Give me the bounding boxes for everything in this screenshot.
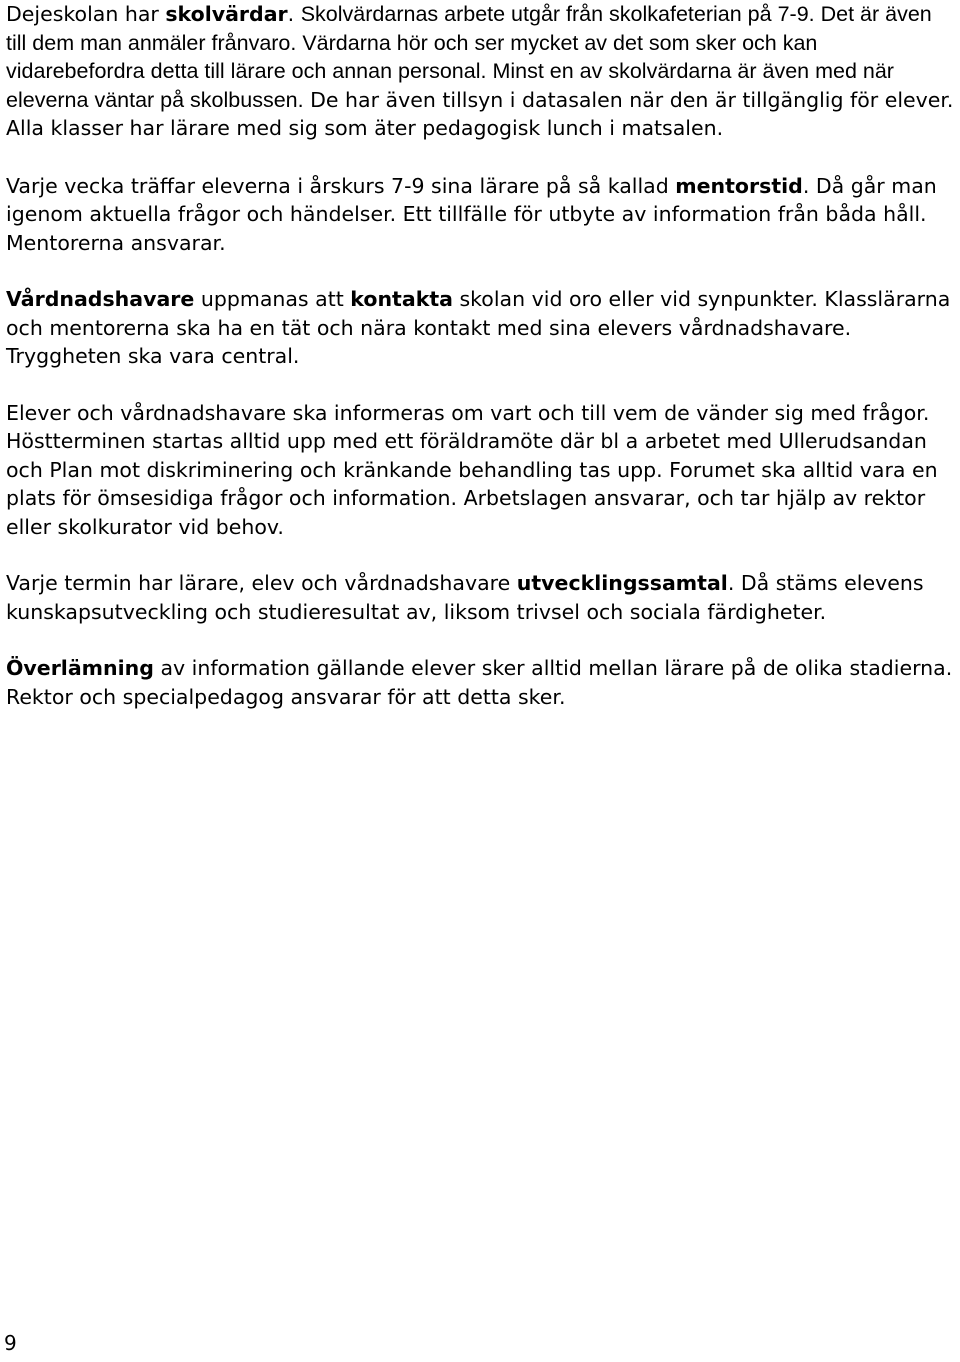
paragraph-overlamning (6, 654, 956, 711)
paragraph-utvecklingssamtal (6, 569, 956, 626)
text-segment: av information gällande elever sker alltid mellan lärare på de olika stadierna. Rektor och specialpedagog ansvarar för att detta sker. (6, 656, 953, 709)
text-segment: Varje termin har lärare, elev och vårdnadshavare (6, 571, 517, 595)
bold-term-vardnadshavare: Vårdnadshavare (6, 287, 195, 311)
paragraph-skolvardar (6, 0, 956, 143)
text-segment: skolan vid oro eller vid synpunkter. Klasslärarna och mentorerna ska ha en tät och nära kontakt med sina elevers vårdnadshavare. Tryggheten ska vara central. (6, 287, 951, 368)
bold-term-utvecklingssamtal: utvecklingssamtal (516, 571, 728, 595)
paragraph-mentorstid (6, 172, 956, 258)
paragraph-information (6, 399, 956, 542)
text-segment: . (287, 2, 301, 26)
bold-term-overlamning: Överlämning (6, 656, 154, 680)
paragraph-vardnadshavare (6, 285, 956, 371)
bold-term-kontakta: kontakta (350, 287, 453, 311)
text-segment: Elever och vårdnadshavare ska informeras om vart och till vem de vänder sig med frågor. Höstterminen startas alltid upp med ett föräldramöte där bl a arbetet med Ullerudsandan och Plan mot diskriminering och kränkande behandling tas upp. Forumet ska alltid vara en plats för ömsesidiga frågor och information. Arbetslagen ansvarar, och tar hjälp av rektor eller skolkurator vid behov. (6, 400, 938, 539)
bold-term-mentorstid: mentorstid (675, 173, 803, 198)
text-segment: Skolvärdarnas arbete utgår från skolkafeterian på 7-9. Det är även till dem man anmäler frånvaro. Värdarna hör och ser mycket av det som sker och kan vidarebefordra detta till lärare och annan personal. Minst en av skolvärdarna är även med när eleverna väntar på skolbussen. (6, 2, 932, 112)
document-body (6, 0, 956, 739)
text-segment: . Då går man igenom aktuella frågor och händelser. Ett tillfälle för utbyte av information från båda håll. Mentorerna ansvarar. (6, 173, 937, 255)
text-segment: . Då stäms elevens kunskapsutveckling och studieresultat av, liksom trivsel och sociala färdigheter. (6, 571, 924, 624)
text-segment: Dejeskolan har (6, 2, 166, 26)
bold-term-skolvardar: skolvärdar (165, 2, 288, 26)
page-number: 9 (4, 1331, 17, 1355)
text-segment: De har även tillsyn i datasalen när den är tillgänglig för elever. Alla klasser har lärare med sig som äter pedagogisk lunch i matsalen. (6, 87, 954, 140)
text-segment: uppmanas att (194, 287, 351, 311)
text-segment: Varje vecka träffar eleverna i årskurs 7-9 sina lärare på så kallad (6, 173, 676, 198)
